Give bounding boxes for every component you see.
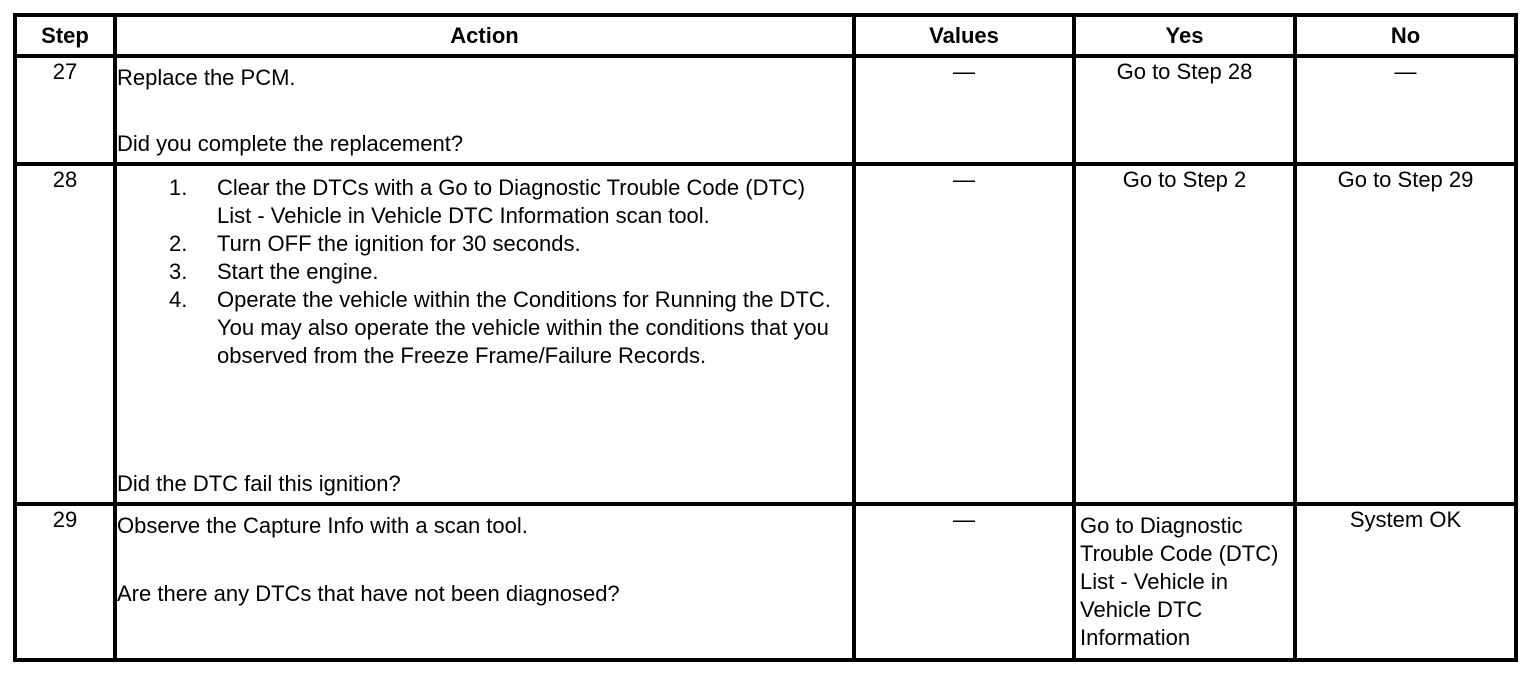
action-question: Did the DTC fail this ignition? xyxy=(117,471,401,496)
list-number: 3. xyxy=(169,259,188,284)
yes-text: Go to Step 2 xyxy=(1122,167,1247,192)
action-cell xyxy=(115,56,854,164)
no-text: — xyxy=(1394,59,1417,84)
header-row xyxy=(15,15,1516,56)
step-number: 27 xyxy=(15,56,115,164)
yes-link[interactable] xyxy=(1074,504,1295,660)
list-item xyxy=(169,286,852,370)
values-cell: — xyxy=(854,56,1074,164)
no-text: System OK xyxy=(1349,507,1462,532)
values-cell: — xyxy=(854,164,1074,504)
list-item xyxy=(169,258,852,286)
header-no: No xyxy=(1295,15,1516,56)
header-step: Step xyxy=(15,15,115,56)
list-item xyxy=(169,230,852,258)
action-cell xyxy=(115,504,854,660)
diagnostic-steps-table xyxy=(13,13,1518,662)
action-cell xyxy=(115,164,854,504)
list-text: Operate the vehicle within the Conditions for Running the DTC. You may also operate the vehicle within the conditions that you observed from the Freeze Frame/Failure Records. xyxy=(217,287,831,368)
list-item xyxy=(169,174,852,230)
step-number: 28 xyxy=(15,164,115,504)
action-question: Are there any DTCs that have not been diagnosed? xyxy=(117,581,620,606)
header-values: Values xyxy=(854,15,1074,56)
table-row xyxy=(15,504,1516,660)
no-cell xyxy=(1295,56,1516,164)
yes-link[interactable] xyxy=(1074,56,1295,164)
list-text: Start the engine. xyxy=(217,259,379,284)
header-yes: Yes xyxy=(1074,15,1295,56)
values-cell: — xyxy=(854,504,1074,660)
yes-link[interactable] xyxy=(1074,164,1295,504)
table-row xyxy=(15,56,1516,164)
list-number: 2. xyxy=(169,231,188,256)
yes-text: Go to Diagnostic Trouble Code (DTC) List - Vehicle in Vehicle DTC Information xyxy=(1080,513,1279,650)
procedure-list xyxy=(117,166,852,370)
list-number: 1. xyxy=(169,175,188,200)
list-text: Turn OFF the ignition for 30 seconds. xyxy=(217,231,581,256)
no-link[interactable] xyxy=(1295,164,1516,504)
action-text: Replace the PCM. xyxy=(117,65,296,90)
action-question: Did you complete the replacement? xyxy=(117,131,464,156)
no-cell xyxy=(1295,504,1516,660)
step-number: 29 xyxy=(15,504,115,660)
table-row xyxy=(15,164,1516,504)
header-action: Action xyxy=(115,15,854,56)
diagnostic-table-container xyxy=(13,13,1518,662)
list-number: 4. xyxy=(169,287,188,312)
list-text: Clear the DTCs with a Go to Diagnostic Trouble Code (DTC) List - Vehicle in Vehicle DTC Information scan tool. xyxy=(217,175,806,228)
no-text: Go to Step 29 xyxy=(1337,167,1474,192)
action-text: Observe the Capture Info with a scan tool. xyxy=(117,513,528,538)
yes-text: Go to Step 28 xyxy=(1116,59,1253,84)
